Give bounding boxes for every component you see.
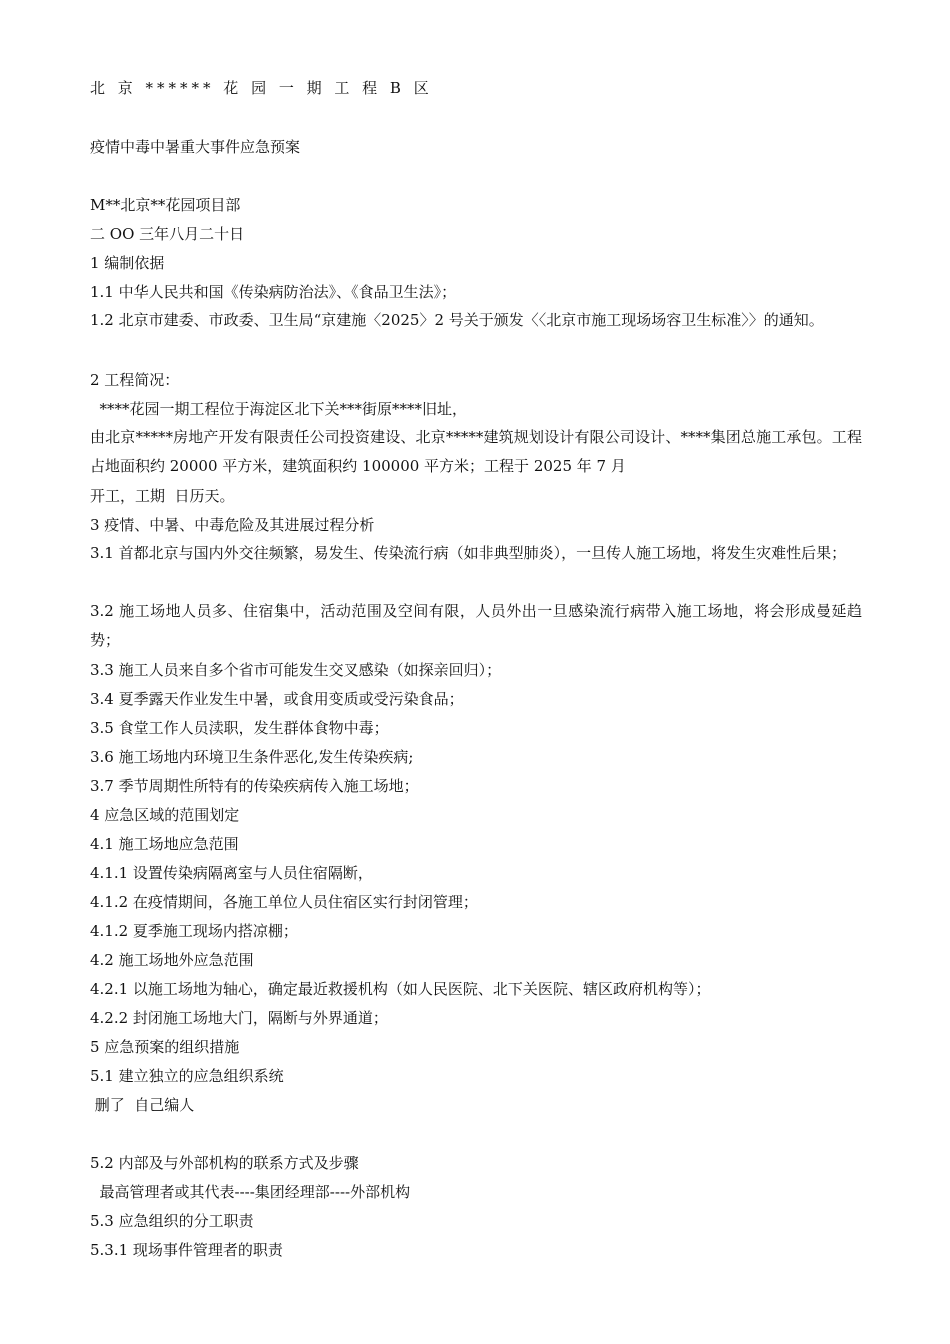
paragraph: 由北京*****房地产开发有限责任公司投资建设、北京*****建筑规划设计有限公司设计、****集团总施工承包。工程占地面积约 20000 平方米，建筑面积约 100000 平方米；工程于 2025 年 7 月 [90,428,862,475]
paragraph: 3.6 施工场地内环境卫生条件恶化,发生传染疾病; [90,748,414,766]
paragraph: 3.3 施工人员来自多个省市可能发生交叉感染（如探亲回归）； [90,661,502,679]
paragraph: 4.1.2 在疫情期间，各施工单位人员住宿区实行封闭管理； [90,893,478,911]
paragraph: 4.2.1 以施工场地为轴心，确定最近救援机构（如人民医院、北下关医院、辖区政府机构等）； [90,980,711,998]
paragraph: ****花园一期工程位于海淀区北下关***街原****旧址， [90,400,468,418]
document-title: 北 京 ****** 花 园 一 期 工 程 B 区 [90,79,433,97]
subsection-heading: 4.2 施工场地外应急范围 [90,951,254,969]
document-date: 二 OO 三年八月二十日 [90,225,245,243]
section-heading: 3 疫情、中暑、中毒危险及其进展过程分析 [90,516,375,534]
section-heading: 2 工程简况： [90,371,180,389]
paragraph: 开工，工期 日历天。 [90,487,235,505]
subsection-heading: 5.2 内部及与外部机构的联系方式及步骤 [90,1154,359,1172]
paragraph: 3.7 季节周期性所特有的传染疾病传入施工场地； [90,777,419,795]
paragraph: 3.2 施工场地人员多、住宿集中，活动范围及空间有限，人员外出一旦感染流行病带入施工场地，将会形成曼延趋势； [90,602,862,649]
subsection-heading: 5.3 应急组织的分工职责 [90,1212,254,1230]
subsection-heading: 4.1 施工场地应急范围 [90,835,239,853]
paragraph: 3.4 夏季露天作业发生中暑，或食用变质或受污染食品； [90,690,464,708]
section-heading: 5 应急预案的组织措施 [90,1038,240,1056]
paragraph: 4.1.1 设置传染病隔离室与人员住宿隔断， [90,864,373,882]
paragraph: 1.1 中华人民共和国《传染病防治法》、《食品卫生法》； [90,283,457,301]
subsection-heading: 5.1 建立独立的应急组织系统 [90,1067,284,1085]
paragraph: 3.1 首都北京与国内外交往频繁，易发生、传染流行病（如非典型肺炎），一旦传人施工场地，将发生灾难性后果； [90,544,847,562]
paragraph: 最高管理者或其代表----集团经理部----外部机构 [90,1183,411,1201]
section-heading: 1 编制依据 [90,254,165,272]
paragraph: 4.1.2 夏季施工现场内搭凉棚； [90,922,298,940]
paragraph: 3.5 食堂工作人员渎职，发生群体食物中毒； [90,719,389,737]
section-heading: 4 应急区域的范围划定 [90,806,240,824]
paragraph: 删了 自己编人 [90,1096,195,1114]
paragraph: 1.2 北京市建委、市政委、卫生局“京建施〈2025〉2 号关于颁发〈〈北京市施工现场场容卫生标准〉〉的通知。 [90,311,824,329]
paragraph: 4.2.2 封闭施工场地大门，隔断与外界通道； [90,1009,388,1027]
subsection-heading: 5.3.1 现场事件管理者的职责 [90,1241,283,1259]
document-subtitle: 疫情中毒中暑重大事件应急预案 [90,138,301,156]
organization-name: M**北京**花园项目部 [90,196,241,214]
